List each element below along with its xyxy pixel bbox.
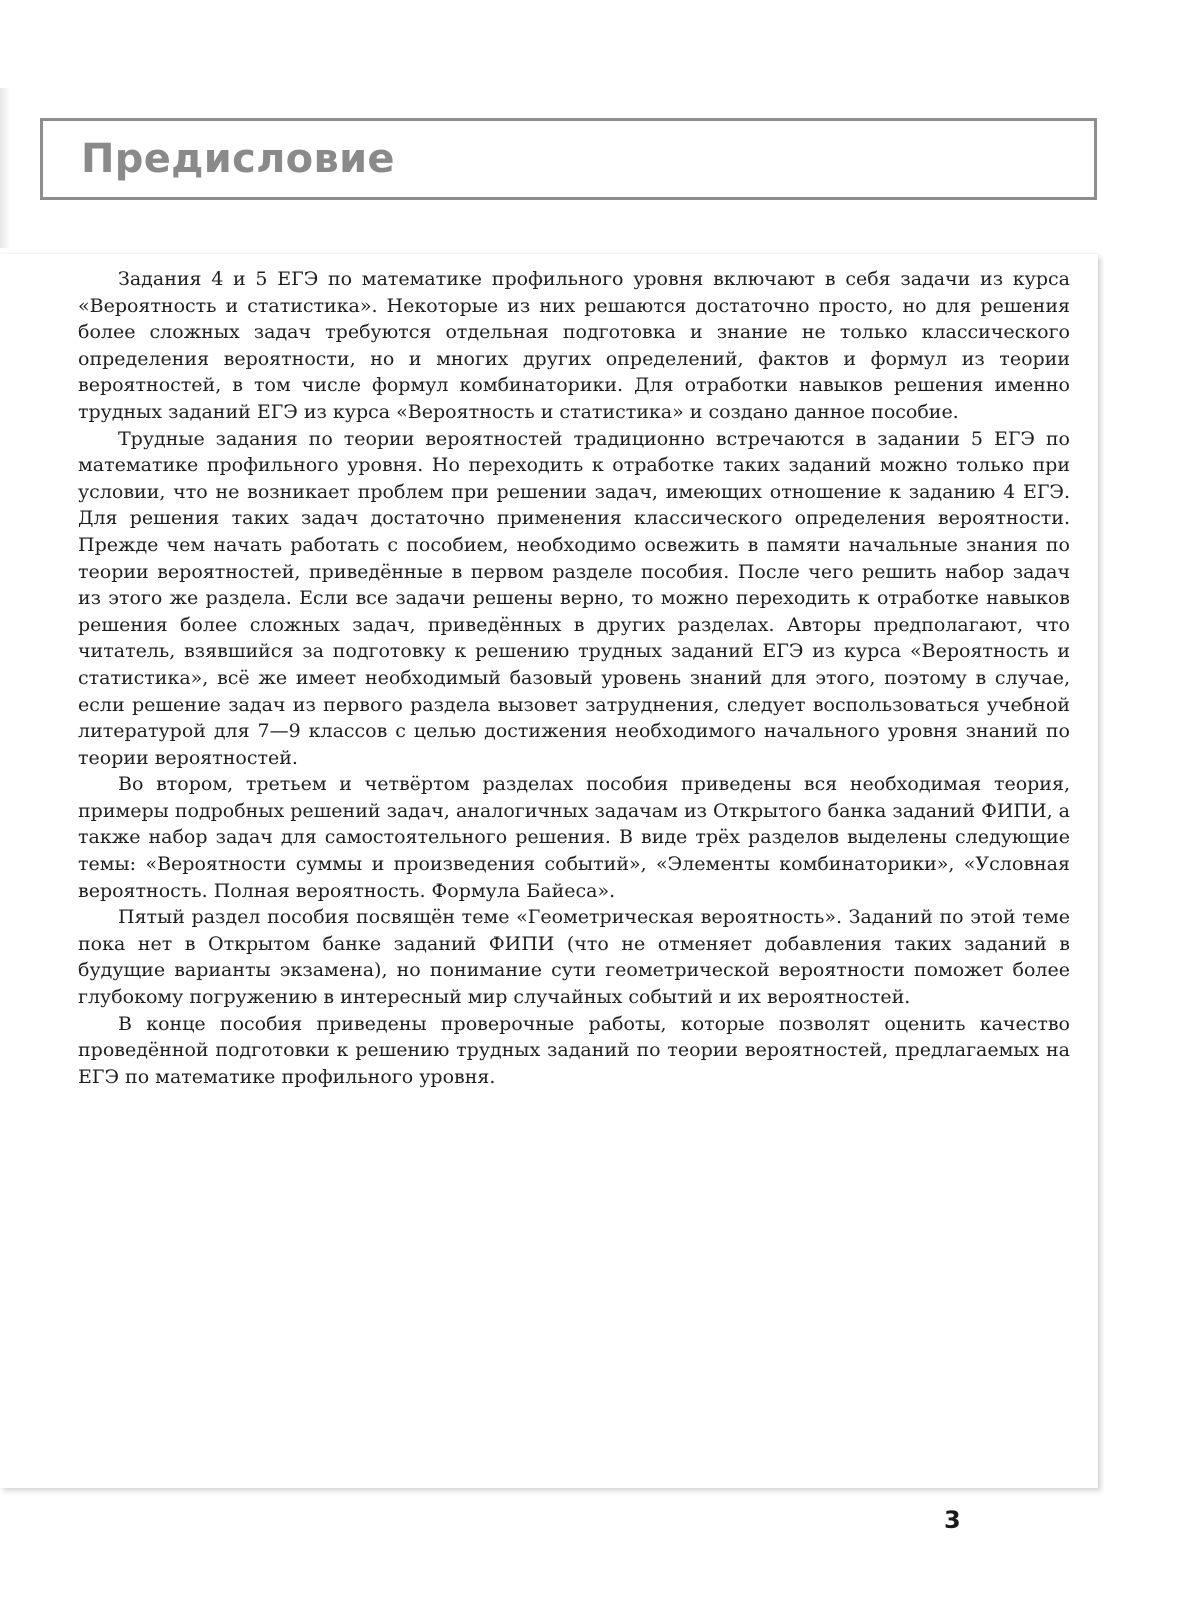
body-text <box>78 266 1070 1090</box>
page-number: 3 <box>944 1506 961 1534</box>
page-edge-shade <box>0 88 10 248</box>
title-frame <box>40 118 1097 200</box>
page-title: Предисловие <box>81 136 395 182</box>
paragraph-2: Трудные задания по теории вероятностей традиционно встречаются в задании 5 ЕГЭ по математике профильного уровня. Но переходить к отработке таких заданий можно только при условии, что не возникает проблем при решении задач, имеющих отношение к заданию 4 ЕГЭ. Для решения таких задач достаточно применения классического определения вероятности. Прежде чем начать работать с пособием, необходимо освежить в памяти начальные знания по теории вероятностей, приведённые в первом разделе пособия. После чего решить набор задач из этого же раздела. Если все задачи решены верно, то можно переходить к отработке навыков решения более сложных задач, приведённых в других разделах. Авторы предполагают, что читатель, взявшийся за подготовку к решению трудных заданий ЕГЭ из курса «Вероятность и статистика», всё же имеет необходимый базовый уровень знаний для этого, поэтому в случае, если решение задач из первого раздела вызовет затруднения, следует воспользоваться учебной литературой для 7—9 классов с целью достижения необходимого начального уровня знаний по теории вероятностей. <box>78 427 1070 769</box>
paragraph-1: Задания 4 и 5 ЕГЭ по математике профильного уровня включают в себя задачи из курса «Вероятность и статистика». Некоторые из них решаются достаточно просто, но для решения более сложных задач требуются отдельная подготовка и знание не только классического определения вероятности, но и многих других определений, фактов и формул из теории вероятностей, в том числе формул комбинаторики. Для отработки навыков решения именно трудных заданий ЕГЭ из курса «Вероятность и статистика» и создано данное пособие. <box>78 268 1070 423</box>
paragraph-5: В конце пособия приведены проверочные работы, которые позволят оценить качество проведённой подготовки к решению трудных заданий по теории вероятностей, предлагаемых на ЕГЭ по математике профильного уровня. <box>78 1012 1070 1088</box>
paragraph-4: Пятый раздел пособия посвящён теме «Геометрическая вероятность». Заданий по этой теме пока нет в Открытом банке заданий ФИПИ (что не отменяет добавления таких заданий в будущие варианты экзамена), но понимание сути геометрической вероятности поможет более глубокому погружению в интересный мир случайных событий и их вероятностей. <box>78 906 1070 1009</box>
content-panel <box>0 254 1098 1488</box>
paragraph-3: Во втором, третьем и четвёртом разделах пособия приведены вся необходимая теория, примеры подробных решений задач, аналогичных задачам из Открытого банка заданий ФИПИ, а также набор задач для самостоятельного решения. В виде трёх разделов выделены следующие темы: «Вероятности суммы и произведения событий», «Элементы комбинаторики», «Условная вероятность. Полная вероятность. Формула Байеса». <box>78 773 1070 902</box>
